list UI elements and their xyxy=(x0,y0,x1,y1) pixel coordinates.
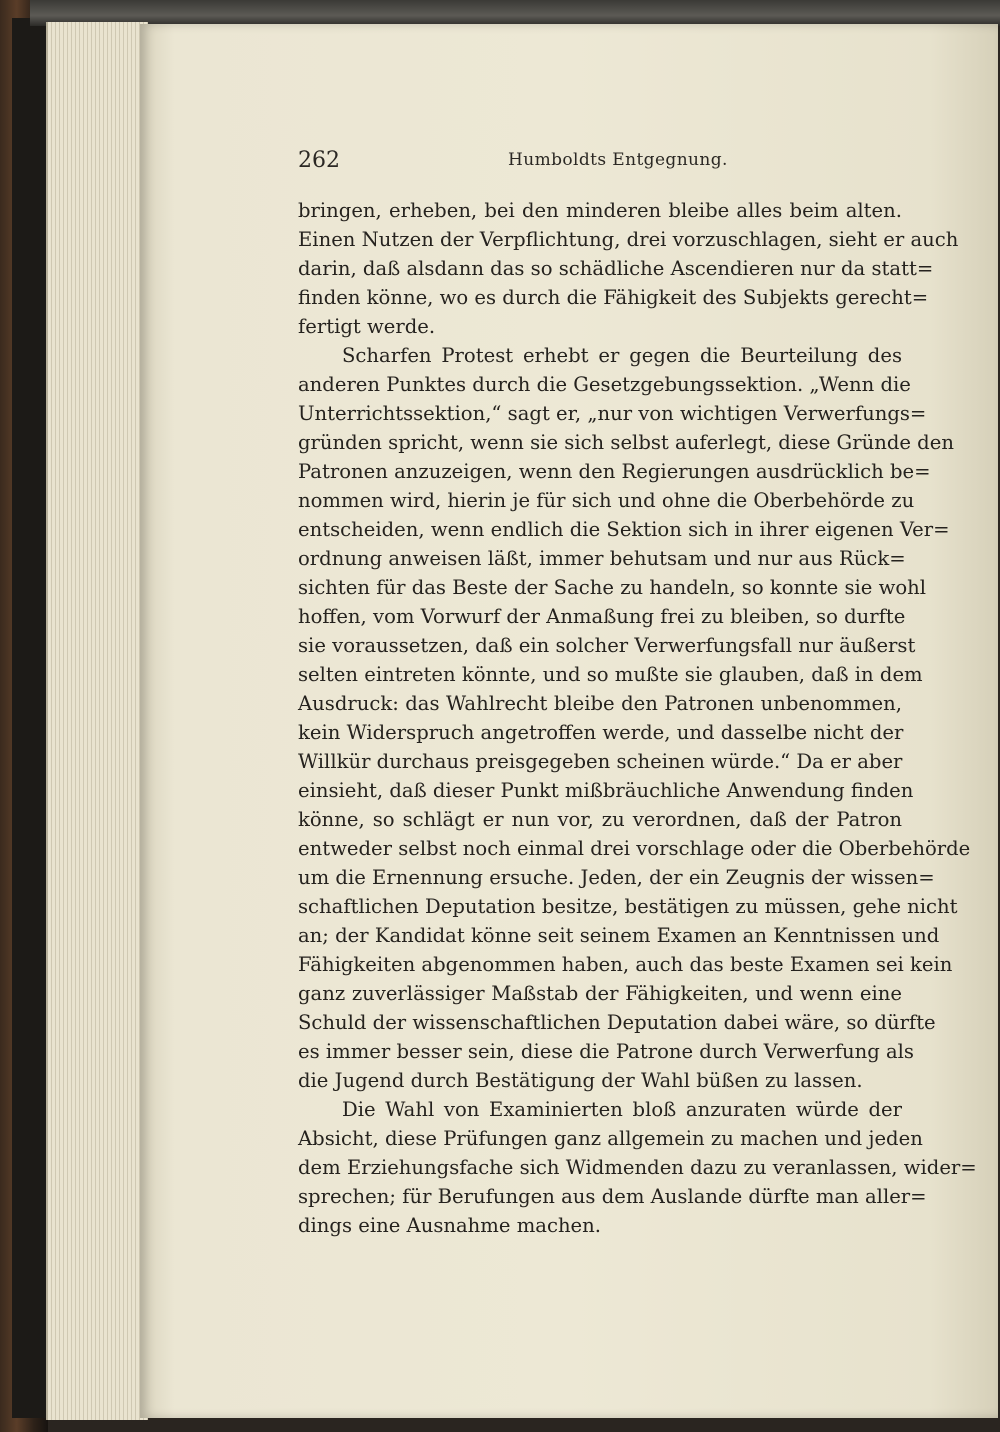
text-line: selten eintreten könnte, und so mußte sie glauben, daß in dem xyxy=(298,663,923,686)
text-line: es immer besser sein, diese die Patrone durch Verwerfung als xyxy=(298,1040,914,1063)
text-line: schaftlichen Deputation besitze, bestätigen zu müssen, gehe nicht xyxy=(298,895,958,918)
page-header xyxy=(298,144,900,180)
running-head: Humboldts Entgegnung. xyxy=(508,150,728,170)
text-line: kein Widerspruch angetroffen werde, und dasselbe nicht der xyxy=(298,721,904,744)
text-line: Fähigkeiten abgenommen haben, auch das beste Examen sei kein xyxy=(298,953,953,976)
book-top-edge xyxy=(30,0,1000,26)
text-line: die Jugend durch Bestätigung der Wahl büßen zu lassen. xyxy=(298,1069,863,1092)
text-line: Willkür durchaus preisgegeben scheinen würde.“ Da er aber xyxy=(298,750,903,773)
text-line: finden könne, wo es durch die Fähigkeit des Subjekts gerecht= xyxy=(298,286,929,309)
text-line: ordnung anweisen läßt, immer behutsam und nur aus Rück= xyxy=(298,547,906,570)
text-line: ganz zuverlässiger Maßstab der Fähigkeiten, und wenn eine xyxy=(298,982,902,1005)
text-line: sprechen; für Berufungen aus dem Auslande dürfte man aller= xyxy=(298,1185,927,1208)
text-line: Unterrichtssektion,“ sagt er, „nur von wichtigen Verwerfungs= xyxy=(298,402,927,425)
book-cover-edge xyxy=(12,18,50,1418)
text-line: Schuld der wissenschaftlichen Deputation dabei wäre, so dürfte xyxy=(298,1011,936,1034)
text-line: sie voraussetzen, daß ein solcher Verwerfungsfall nur äußerst xyxy=(298,634,916,657)
text-line: dem Erziehungsfache sich Widmenden dazu zu veranlassen, wider= xyxy=(298,1156,977,1179)
text-line: sichten für das Beste der Sache zu handeln, so konnte sie wohl xyxy=(298,576,927,599)
text-line: nommen wird, hierin je für sich und ohne die Oberbehörde zu xyxy=(298,489,915,512)
text-line: bringen, erheben, bei den minderen bleibe alles beim alten. xyxy=(298,199,902,222)
text-line: entweder selbst noch einmal drei vorschlage oder die Oberbehörde xyxy=(298,837,971,860)
paragraph-start-line: Die Wahl von Examinierten bloß anzuraten würde der xyxy=(342,1098,902,1121)
page-stack-edges xyxy=(46,22,148,1420)
text-line: Patronen anzuzeigen, wenn den Regierungen ausdrücklich be= xyxy=(298,460,931,483)
text-line: gründen spricht, wenn sie sich selbst auferlegt, diese Gründe den xyxy=(298,431,954,454)
text-line: hoffen, vom Vorwurf der Anmaßung frei zu bleiben, so durfte xyxy=(298,605,906,628)
text-line: Ausdruck: das Wahlrecht bleibe den Patronen unbenommen, xyxy=(298,692,902,715)
text-line: entscheiden, wenn endlich die Sektion sich in ihrer eigenen Ver= xyxy=(298,518,950,541)
text-line: könne, so schlägt er nun vor, zu verordnen, daß der Patron xyxy=(298,808,902,831)
text-line: Einen Nutzen der Verpflichtung, drei vorzuschlagen, sieht er auch xyxy=(298,228,959,251)
text-line: an; der Kandidat könne seit seinem Examen an Kenntnissen und xyxy=(298,924,940,947)
text-line: anderen Punktes durch die Gesetzgebungssektion. „Wenn die xyxy=(298,373,911,396)
text-line: fertigt werde. xyxy=(298,315,436,338)
text-line: einsieht, daß dieser Punkt mißbräuchliche Anwendung finden xyxy=(298,779,914,802)
page-number: 262 xyxy=(298,148,340,173)
paragraph-start-line: Scharfen Protest erhebt er gegen die Beurteilung des xyxy=(342,344,902,367)
text-line: um die Ernennung ersuche. Jeden, der ein Zeugnis der wissen= xyxy=(298,866,935,889)
text-line: Absicht, diese Prüfungen ganz allgemein zu machen und jeden xyxy=(298,1127,923,1150)
text-line: dings eine Ausnahme machen. xyxy=(298,1214,602,1237)
text-line: darin, daß alsdann das so schädliche Ascendieren nur da statt= xyxy=(298,257,934,280)
body-text xyxy=(298,196,977,1240)
